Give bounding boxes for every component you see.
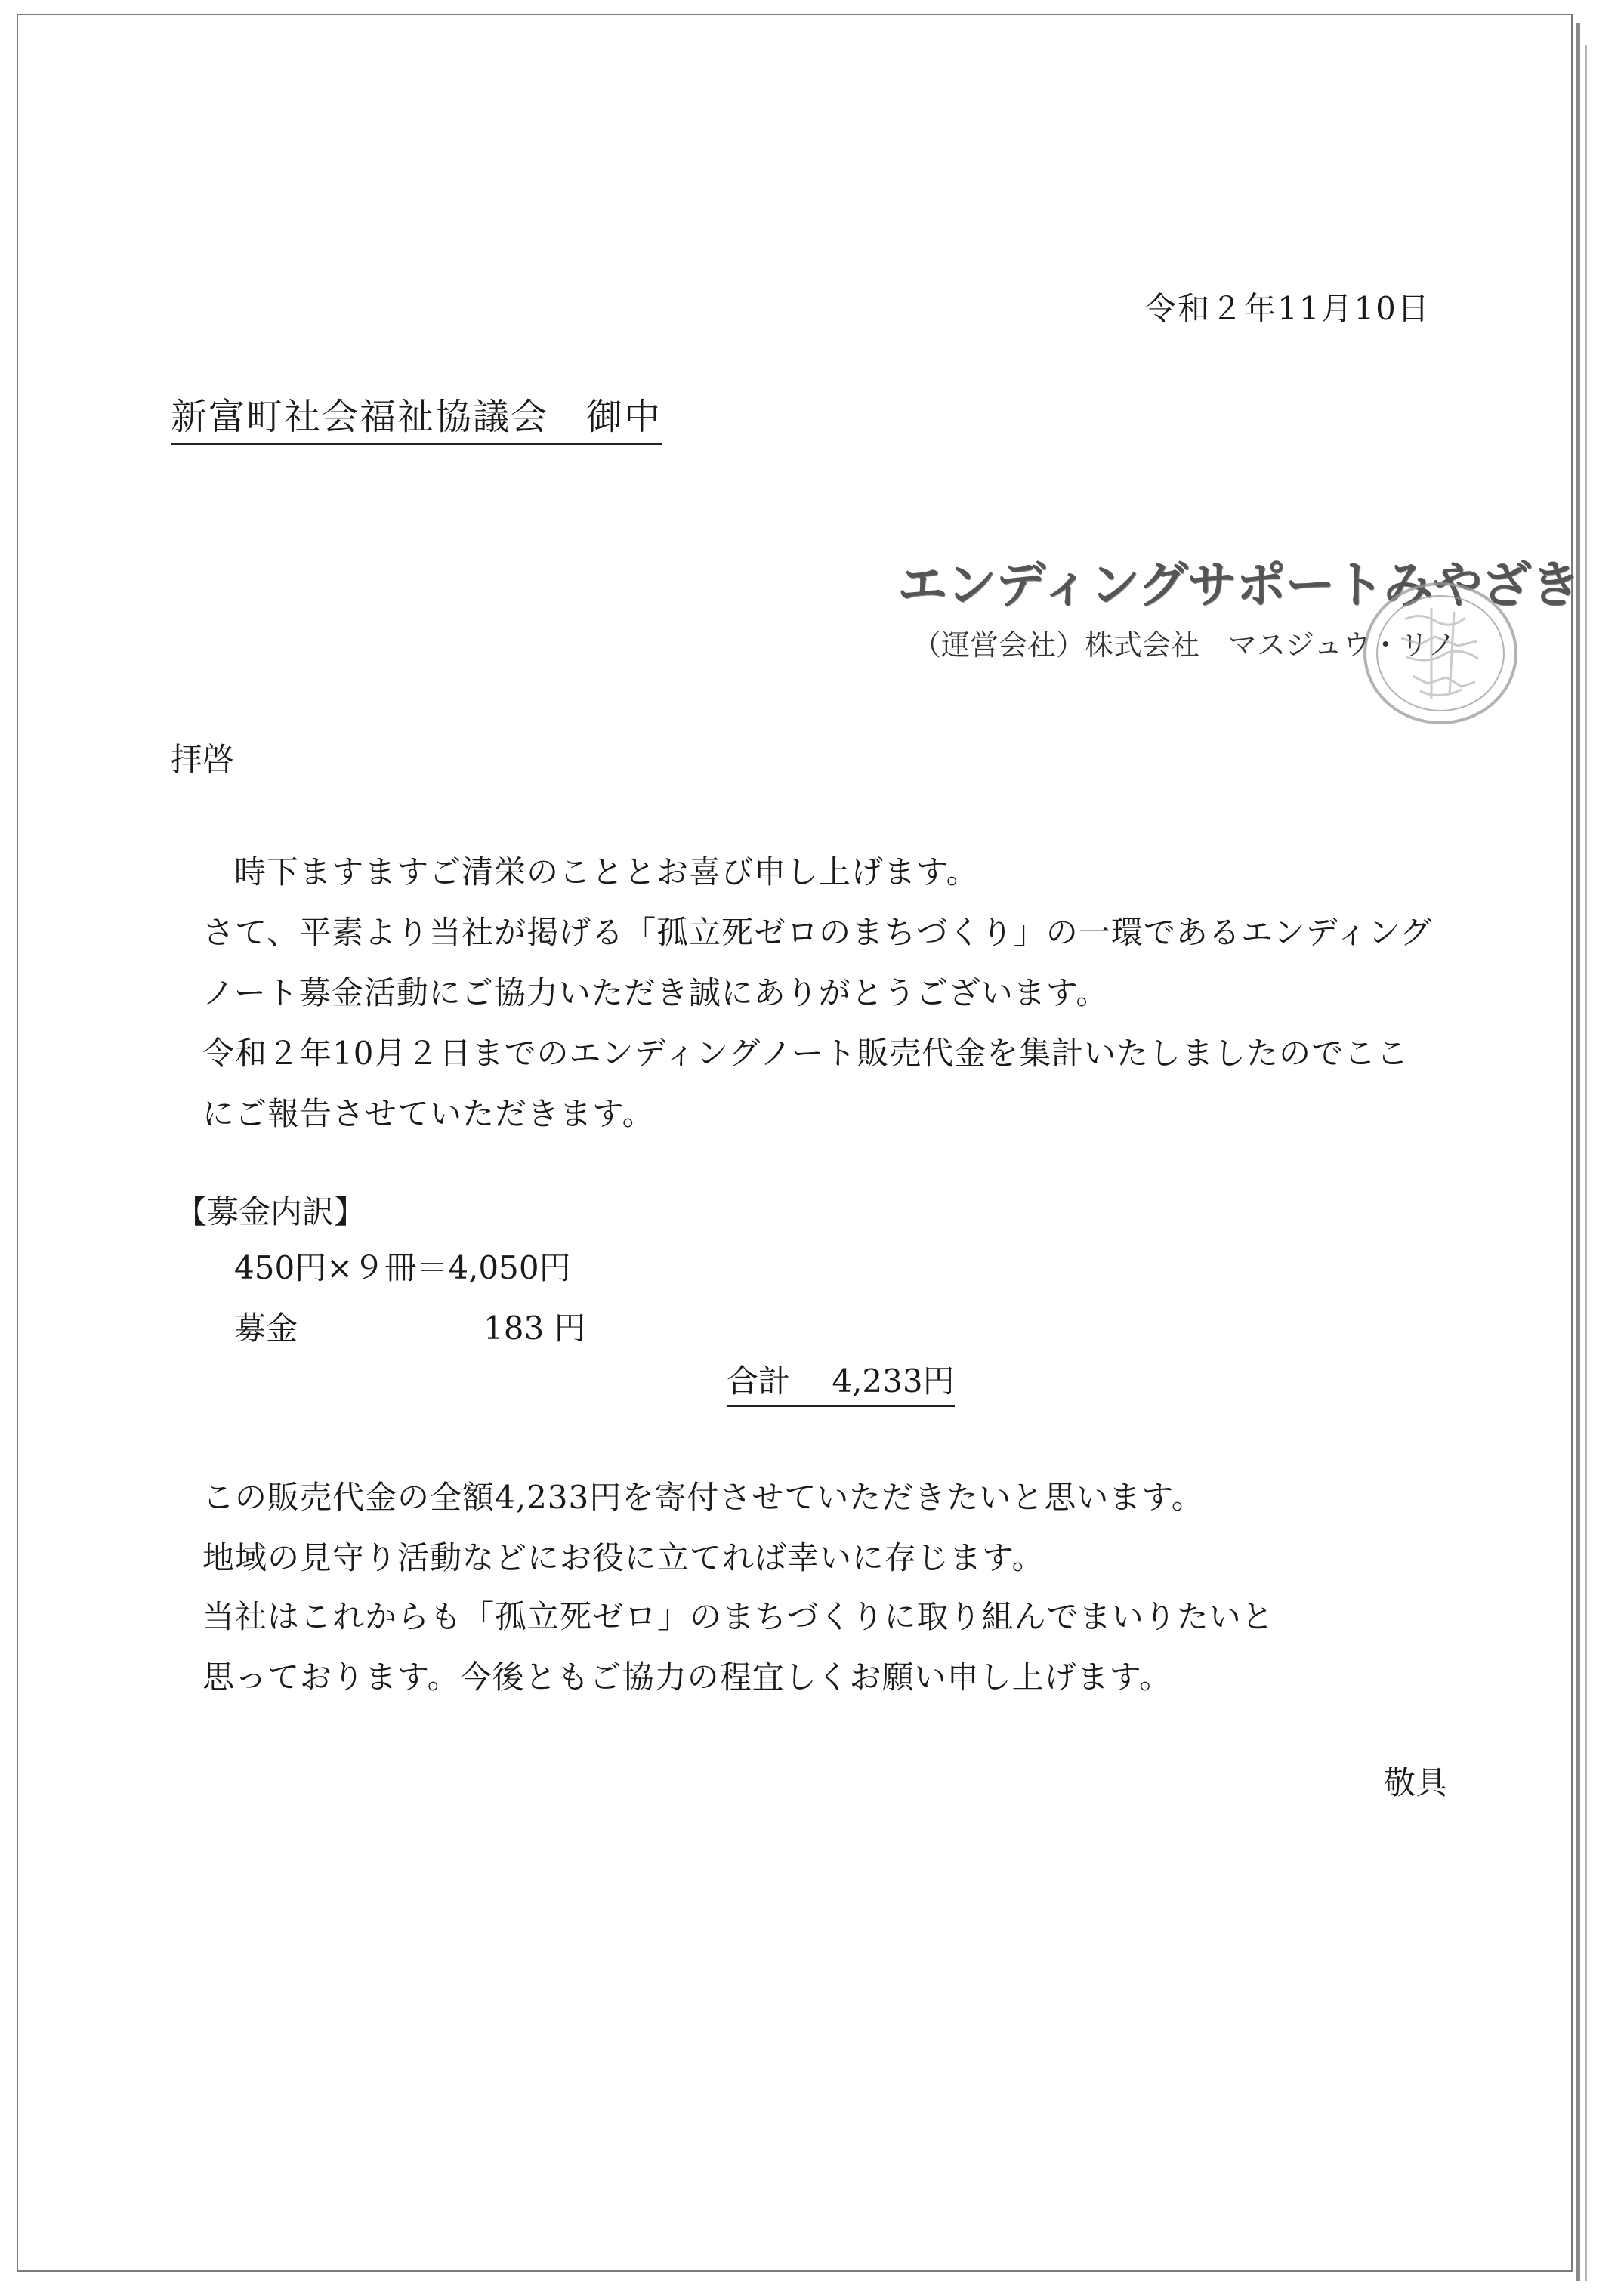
breakdown-item-label: 450円×９冊＝4,050円 — [234, 1249, 571, 1286]
closing-phrase: 敬具 — [1384, 1764, 1448, 1801]
scan-edge — [1576, 23, 1580, 2281]
breakdown-heading: 【募金内訳】 — [175, 1193, 366, 1230]
body-line: 時下ますますご清栄のこととお喜び申し上げます。 — [234, 853, 979, 890]
recipient: 新富町社会福祉協議会 御中 — [171, 399, 662, 445]
breakdown-item-label: 募金 — [234, 1310, 298, 1347]
sender-brand-logo: エンディングサポートみやざき — [897, 556, 1580, 614]
company-seal-stamp — [1360, 578, 1522, 729]
closing-body-line: 思っております。今後ともご協力の程宜しくお願い申し上げます。 — [202, 1659, 1172, 1696]
closing-body-line: 当社はこれからも「孤立死ゼロ」のまちづくりに取り組んでまいりたいと — [202, 1598, 1274, 1635]
closing-body-line: 地域の見守り活動などにお役に立てれば幸いに存じます。 — [202, 1539, 1045, 1576]
scan-edge-secondary — [1585, 45, 1587, 2281]
letter-date: 令和２年11月10日 — [1144, 290, 1431, 327]
body-line: にご報告させていただきます。 — [202, 1095, 655, 1132]
sender-operator: （運営会社）株式会社 マスジュウ・リノ — [912, 628, 1456, 662]
body-line: さて、平素より当社が掲げる「孤立死ゼロのまちづくり」の一環であるエンディング — [202, 914, 1433, 951]
body-line: 令和２年10月２日までのエンディングノート販売代金を集計いたしましたのでここ — [202, 1035, 1409, 1072]
page-border — [17, 14, 1573, 2272]
breakdown-total: 合計 4,233円 — [727, 1366, 955, 1407]
breakdown-item-value: 183 円 — [483, 1310, 586, 1347]
salutation: 拝啓 — [171, 741, 235, 778]
body-line: ノート募金活動にご協力いただき誠にありがとうございます。 — [202, 974, 1109, 1011]
closing-body-line: この販売代金の全額4,233円を寄付させていただきたいと思います。 — [202, 1479, 1204, 1516]
